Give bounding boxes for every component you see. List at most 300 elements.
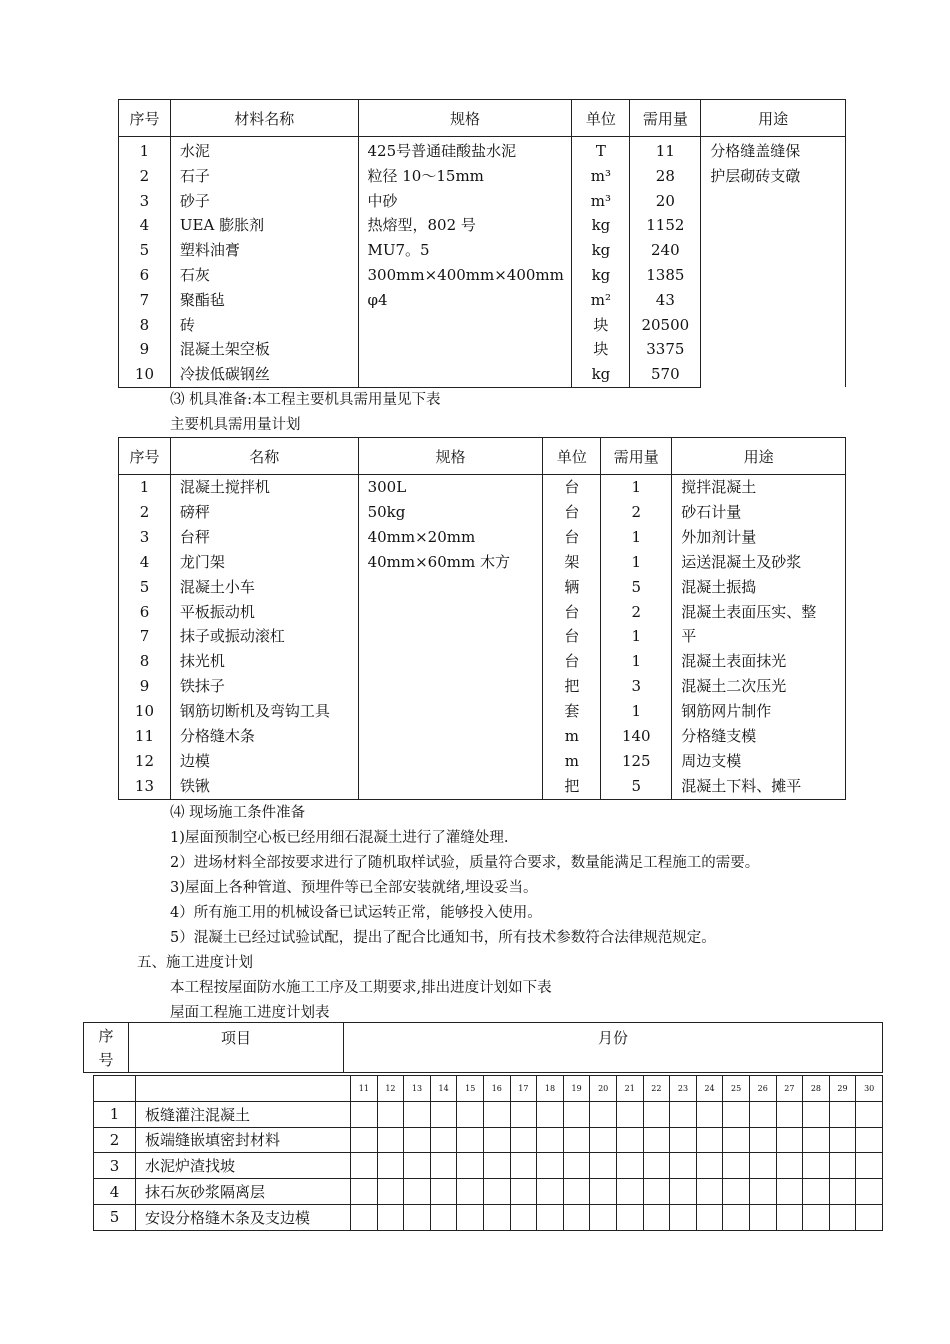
schedule-cell bbox=[377, 1204, 404, 1230]
condition-item-5: 5）混凝土已经过试验试配，提出了配合比通知书，所有技术参数符合法律规范规定。 bbox=[170, 930, 716, 946]
tool-name: 磅秤 bbox=[170, 500, 358, 525]
material-qty: 11 bbox=[630, 137, 701, 164]
tool-name: 平板振动机 bbox=[170, 600, 358, 625]
row-no: 8 bbox=[119, 649, 171, 674]
tool-row bbox=[119, 550, 846, 575]
tool-qty: 1 bbox=[601, 525, 672, 550]
material-qty: 240 bbox=[630, 238, 701, 263]
material-name: 石子 bbox=[170, 164, 358, 189]
row-no: 4 bbox=[94, 1179, 136, 1205]
schedule-cell bbox=[351, 1204, 378, 1230]
tool-name: 混凝土搅拌机 bbox=[170, 475, 358, 500]
tool-name: 混凝土小车 bbox=[170, 575, 358, 600]
material-name: 聚酯毡 bbox=[170, 288, 358, 313]
schedule-header-no bbox=[84, 1023, 129, 1073]
material-name: 冷拔低碳钢丝 bbox=[170, 362, 358, 387]
header-quantity: 需用量 bbox=[601, 438, 672, 475]
tool-unit: 台 bbox=[543, 624, 601, 649]
row-no: 1 bbox=[119, 475, 171, 500]
schedule-cell bbox=[377, 1127, 404, 1153]
schedule-cell bbox=[829, 1179, 856, 1205]
tool-spec: 40mm×60mm 木方 bbox=[358, 550, 543, 575]
tool-name: 边模 bbox=[170, 749, 358, 774]
condition-item-2: 2）进场材料全部按要求进行了随机取样试验，质量符合要求，数量能满足工程施工的需要。 bbox=[170, 855, 760, 871]
tool-qty: 1 bbox=[601, 624, 672, 649]
tool-unit: m bbox=[543, 749, 601, 774]
schedule-row bbox=[94, 1153, 883, 1179]
schedule-cell bbox=[351, 1153, 378, 1179]
schedule-cell bbox=[510, 1153, 537, 1179]
material-row bbox=[119, 137, 846, 164]
schedule-cell bbox=[537, 1127, 564, 1153]
section5-intro: 本工程按屋面防水施工工序及工期要求,排出进度计划如下表 bbox=[170, 980, 552, 996]
material-unit: kg bbox=[572, 213, 630, 238]
material-spec: φ4 bbox=[358, 288, 572, 313]
row-no: 7 bbox=[119, 288, 171, 313]
material-spec: 300mm×400mm×400mm bbox=[358, 263, 572, 288]
tool-unit: 台 bbox=[543, 475, 601, 500]
schedule-cell bbox=[749, 1153, 776, 1179]
schedule-cell bbox=[563, 1101, 590, 1127]
schedule-cell bbox=[430, 1179, 457, 1205]
schedule-cell bbox=[856, 1204, 883, 1230]
row-no: 1 bbox=[94, 1101, 136, 1127]
schedule-cell bbox=[749, 1127, 776, 1153]
schedule-cell bbox=[670, 1153, 697, 1179]
material-qty: 1385 bbox=[630, 263, 701, 288]
condition-item-1: 1)屋面预制空心板已经用细石混凝土进行了灌缝处理. bbox=[170, 830, 509, 846]
tool-name: 抹子或振动滚杠 bbox=[170, 624, 358, 649]
tool-qty: 1 bbox=[601, 699, 672, 724]
schedule-cell bbox=[563, 1179, 590, 1205]
purpose-line-2: 护层砌砖支礅 bbox=[710, 166, 801, 185]
schedule-cell bbox=[563, 1153, 590, 1179]
material-name: 砂子 bbox=[170, 189, 358, 214]
schedule-cell bbox=[616, 1127, 643, 1153]
schedule-cell bbox=[696, 1101, 723, 1127]
schedule-cell bbox=[484, 1127, 511, 1153]
schedule-row bbox=[94, 1204, 883, 1230]
schedule-cell bbox=[377, 1153, 404, 1179]
schedule-cell bbox=[590, 1153, 617, 1179]
schedule-cell bbox=[484, 1179, 511, 1205]
material-name: 水泥 bbox=[170, 137, 358, 164]
schedule-cell bbox=[351, 1127, 378, 1153]
schedule-cell bbox=[484, 1204, 511, 1230]
row-no: 6 bbox=[119, 263, 171, 288]
tool-unit: 辆 bbox=[543, 575, 601, 600]
header-spec: 规格 bbox=[358, 100, 572, 137]
schedule-cell bbox=[404, 1127, 431, 1153]
row-no: 13 bbox=[119, 774, 171, 799]
schedule-cell bbox=[803, 1179, 830, 1205]
material-name: 砖 bbox=[170, 313, 358, 338]
schedule-cell bbox=[643, 1179, 670, 1205]
day-label: 15 bbox=[457, 1076, 484, 1102]
day-label: 21 bbox=[616, 1076, 643, 1102]
material-spec: 中砂 bbox=[358, 189, 572, 214]
schedule-cell bbox=[829, 1153, 856, 1179]
schedule-cell bbox=[670, 1127, 697, 1153]
tool-use: 分格缝支模 bbox=[672, 724, 846, 749]
tool-use: 外加剂计量 bbox=[672, 525, 846, 550]
row-no: 2 bbox=[119, 500, 171, 525]
day-label: 26 bbox=[749, 1076, 776, 1102]
tool-spec bbox=[358, 649, 543, 674]
tool-spec bbox=[358, 699, 543, 724]
day-label: 20 bbox=[590, 1076, 617, 1102]
tool-spec: 50kg bbox=[358, 500, 543, 525]
schedule-cell bbox=[510, 1101, 537, 1127]
schedule-cell bbox=[484, 1153, 511, 1179]
schedule-cell bbox=[749, 1179, 776, 1205]
tools-table-caption: 主要机具需用量计划 bbox=[170, 417, 301, 433]
tool-qty: 1 bbox=[601, 475, 672, 500]
schedule-header-no-line2: 号 bbox=[98, 1051, 114, 1069]
tool-qty: 2 bbox=[601, 500, 672, 525]
tool-row bbox=[119, 649, 846, 674]
schedule-cell bbox=[670, 1204, 697, 1230]
material-unit: m³ bbox=[572, 164, 630, 189]
row-no: 9 bbox=[119, 337, 171, 362]
row-no: 4 bbox=[119, 213, 171, 238]
schedule-cell bbox=[696, 1179, 723, 1205]
tool-name: 铁抹子 bbox=[170, 674, 358, 699]
tools-table bbox=[118, 437, 846, 800]
tool-row bbox=[119, 674, 846, 699]
tool-row bbox=[119, 525, 846, 550]
schedule-cell bbox=[670, 1179, 697, 1205]
schedule-cell bbox=[377, 1179, 404, 1205]
day-label: 27 bbox=[776, 1076, 803, 1102]
schedule-cell bbox=[430, 1153, 457, 1179]
schedule-item: 板缝灌注混凝土 bbox=[136, 1101, 351, 1127]
schedule-cell bbox=[749, 1101, 776, 1127]
section5-title: 五、施工进度计划 bbox=[137, 955, 253, 971]
row-no: 10 bbox=[119, 362, 171, 387]
schedule-cell bbox=[537, 1101, 564, 1127]
blank-cell bbox=[136, 1076, 351, 1102]
schedule-header-month: 月份 bbox=[344, 1023, 883, 1073]
material-qty: 20 bbox=[630, 189, 701, 214]
material-name: 石灰 bbox=[170, 263, 358, 288]
tool-spec bbox=[358, 575, 543, 600]
purpose-line-1: 分格缝盖缝保 bbox=[710, 142, 801, 160]
material-spec: 425号普通硅酸盐水泥 bbox=[358, 137, 572, 164]
row-no: 2 bbox=[94, 1127, 136, 1153]
tool-use: 混凝土下料、摊平 bbox=[672, 774, 846, 799]
tool-row bbox=[119, 575, 846, 600]
day-label: 30 bbox=[856, 1076, 883, 1102]
schedule-cell bbox=[563, 1127, 590, 1153]
schedule-cell bbox=[457, 1179, 484, 1205]
schedule-cell bbox=[510, 1204, 537, 1230]
tool-qty: 1 bbox=[601, 649, 672, 674]
schedule-cell bbox=[829, 1101, 856, 1127]
tool-use: 运送混凝土及砂浆 bbox=[672, 550, 846, 575]
tool-name: 抹光机 bbox=[170, 649, 358, 674]
schedule-header-no-line1: 序 bbox=[98, 1027, 114, 1045]
tool-use: 混凝土表面压实、整 bbox=[672, 600, 846, 625]
tool-qty: 2 bbox=[601, 600, 672, 625]
schedule-cell bbox=[776, 1127, 803, 1153]
schedule-cell bbox=[484, 1101, 511, 1127]
material-spec bbox=[358, 313, 572, 338]
schedule-cell bbox=[829, 1204, 856, 1230]
blank-cell bbox=[94, 1076, 136, 1102]
header-name: 名称 bbox=[170, 438, 358, 475]
tool-use: 混凝土振捣 bbox=[672, 575, 846, 600]
schedule-cell bbox=[749, 1204, 776, 1230]
section3-title: ⑶ 机具准备:本工程主要机具需用量见下表 bbox=[170, 392, 441, 408]
material-qty: 28 bbox=[630, 164, 701, 189]
material-unit: m² bbox=[572, 288, 630, 313]
schedule-cell bbox=[404, 1179, 431, 1205]
schedule-item: 板端缝嵌填密封材料 bbox=[136, 1127, 351, 1153]
tool-name: 龙门架 bbox=[170, 550, 358, 575]
tool-spec: 300L bbox=[358, 475, 543, 500]
schedule-cell bbox=[616, 1179, 643, 1205]
schedule-cell bbox=[803, 1153, 830, 1179]
material-spec bbox=[358, 337, 572, 362]
schedule-cell bbox=[590, 1101, 617, 1127]
header-no: 序号 bbox=[119, 438, 171, 475]
material-unit: T bbox=[572, 137, 630, 164]
row-no: 7 bbox=[119, 624, 171, 649]
tool-name: 铁锹 bbox=[170, 774, 358, 799]
day-label: 23 bbox=[670, 1076, 697, 1102]
tool-row bbox=[119, 749, 846, 774]
schedule-cell bbox=[616, 1101, 643, 1127]
tool-qty: 1 bbox=[601, 550, 672, 575]
tool-name: 台秤 bbox=[170, 525, 358, 550]
day-label: 28 bbox=[803, 1076, 830, 1102]
tool-unit: 套 bbox=[543, 699, 601, 724]
header-purpose: 用途 bbox=[701, 100, 846, 137]
row-no: 3 bbox=[94, 1153, 136, 1179]
tool-use: 周边支模 bbox=[672, 749, 846, 774]
material-qty: 570 bbox=[630, 362, 701, 387]
tool-unit: 台 bbox=[543, 649, 601, 674]
day-label: 22 bbox=[643, 1076, 670, 1102]
schedule-cell bbox=[537, 1179, 564, 1205]
day-label: 14 bbox=[430, 1076, 457, 1102]
header-use: 用途 bbox=[672, 438, 846, 475]
schedule-cell bbox=[643, 1101, 670, 1127]
row-no: 9 bbox=[119, 674, 171, 699]
schedule-cell bbox=[723, 1153, 750, 1179]
tool-unit: 台 bbox=[543, 600, 601, 625]
material-name: 混凝土架空板 bbox=[170, 337, 358, 362]
row-no: 4 bbox=[119, 550, 171, 575]
row-no: 12 bbox=[119, 749, 171, 774]
tool-spec: 40mm×20mm bbox=[358, 525, 543, 550]
row-no: 1 bbox=[119, 137, 171, 164]
tool-row bbox=[119, 600, 846, 625]
schedule-header-item: 项目 bbox=[129, 1023, 344, 1073]
schedule-cell bbox=[856, 1179, 883, 1205]
schedule-cell bbox=[803, 1204, 830, 1230]
tool-spec bbox=[358, 624, 543, 649]
schedule-item: 抹石灰砂浆隔离层 bbox=[136, 1179, 351, 1205]
schedule-cell bbox=[643, 1153, 670, 1179]
schedule-cell bbox=[696, 1204, 723, 1230]
schedule-cell bbox=[430, 1127, 457, 1153]
schedule-row bbox=[94, 1101, 883, 1127]
schedule-cell bbox=[537, 1204, 564, 1230]
tool-row bbox=[119, 774, 846, 799]
schedule-cell bbox=[590, 1127, 617, 1153]
tool-qty: 5 bbox=[601, 774, 672, 799]
material-qty: 1152 bbox=[630, 213, 701, 238]
materials-table bbox=[118, 99, 846, 388]
schedule-cell bbox=[643, 1127, 670, 1153]
tool-qty: 3 bbox=[601, 674, 672, 699]
tool-qty: 125 bbox=[601, 749, 672, 774]
schedule-cell bbox=[856, 1127, 883, 1153]
day-label: 24 bbox=[696, 1076, 723, 1102]
schedule-row bbox=[94, 1179, 883, 1205]
tool-spec bbox=[358, 724, 543, 749]
schedule-row bbox=[94, 1127, 883, 1153]
schedule-item: 水泥炉渣找坡 bbox=[136, 1153, 351, 1179]
material-spec: MU7。5 bbox=[358, 238, 572, 263]
schedule-cell bbox=[803, 1127, 830, 1153]
tool-spec bbox=[358, 674, 543, 699]
schedule-cell bbox=[643, 1204, 670, 1230]
tool-name: 分格缝木条 bbox=[170, 724, 358, 749]
schedule-cell bbox=[457, 1153, 484, 1179]
material-spec: 热熔型，802 号 bbox=[358, 213, 572, 238]
tool-use: 砂石计量 bbox=[672, 500, 846, 525]
header-unit: 单位 bbox=[572, 100, 630, 137]
material-unit: 块 bbox=[572, 337, 630, 362]
row-no: 11 bbox=[119, 724, 171, 749]
materials-header-row bbox=[119, 100, 846, 137]
header-material-name: 材料名称 bbox=[170, 100, 358, 137]
material-qty: 43 bbox=[630, 288, 701, 313]
tool-qty: 140 bbox=[601, 724, 672, 749]
day-label: 17 bbox=[510, 1076, 537, 1102]
schedule-cell bbox=[351, 1101, 378, 1127]
tool-unit: 架 bbox=[543, 550, 601, 575]
schedule-table bbox=[93, 1075, 883, 1231]
day-label: 18 bbox=[537, 1076, 564, 1102]
material-name: UEA 膨胀剂 bbox=[170, 213, 358, 238]
tool-row bbox=[119, 475, 846, 500]
tools-header-row bbox=[119, 438, 846, 475]
schedule-cell bbox=[696, 1127, 723, 1153]
condition-item-3: 3)屋面上各种管道、预埋件等已全部安装就绪,埋设妥当。 bbox=[170, 880, 538, 896]
row-no: 2 bbox=[119, 164, 171, 189]
row-no: 10 bbox=[119, 699, 171, 724]
tool-row bbox=[119, 699, 846, 724]
schedule-cell bbox=[351, 1179, 378, 1205]
day-label: 16 bbox=[484, 1076, 511, 1102]
schedule-cell bbox=[856, 1101, 883, 1127]
material-unit: kg bbox=[572, 263, 630, 288]
schedule-cell bbox=[776, 1204, 803, 1230]
tool-use: 混凝土二次压光 bbox=[672, 674, 846, 699]
tool-row bbox=[119, 624, 846, 649]
tool-unit: m bbox=[543, 724, 601, 749]
section4-title: ⑷ 现场施工条件准备 bbox=[170, 805, 306, 821]
row-no: 5 bbox=[94, 1204, 136, 1230]
schedule-cell bbox=[457, 1101, 484, 1127]
schedule-cell bbox=[404, 1153, 431, 1179]
schedule-cell bbox=[856, 1153, 883, 1179]
material-qty: 20500 bbox=[630, 313, 701, 338]
header-unit: 单位 bbox=[543, 438, 601, 475]
schedule-cell bbox=[590, 1179, 617, 1205]
schedule-cell bbox=[404, 1204, 431, 1230]
tool-name: 钢筋切断机及弯钩工具 bbox=[170, 699, 358, 724]
schedule-cell bbox=[670, 1101, 697, 1127]
header-no: 序号 bbox=[119, 100, 171, 137]
schedule-cell bbox=[404, 1101, 431, 1127]
schedule-cell bbox=[430, 1101, 457, 1127]
row-no: 5 bbox=[119, 575, 171, 600]
tool-row bbox=[119, 724, 846, 749]
material-unit: 块 bbox=[572, 313, 630, 338]
row-no: 3 bbox=[119, 189, 171, 214]
schedule-item: 安设分格缝木条及支边模 bbox=[136, 1204, 351, 1230]
schedule-cell bbox=[430, 1204, 457, 1230]
schedule-cell bbox=[776, 1153, 803, 1179]
tool-use: 钢筋网片制作 bbox=[672, 699, 846, 724]
tool-unit: 把 bbox=[543, 774, 601, 799]
schedule-cell bbox=[723, 1127, 750, 1153]
material-qty: 3375 bbox=[630, 337, 701, 362]
header-quantity: 需用量 bbox=[630, 100, 701, 137]
tool-unit: 把 bbox=[543, 674, 601, 699]
schedule-cell bbox=[457, 1204, 484, 1230]
tool-spec bbox=[358, 600, 543, 625]
material-name: 塑料油膏 bbox=[170, 238, 358, 263]
day-label: 12 bbox=[377, 1076, 404, 1102]
tool-unit: 台 bbox=[543, 500, 601, 525]
day-label: 13 bbox=[404, 1076, 431, 1102]
schedule-cell bbox=[537, 1153, 564, 1179]
row-no: 6 bbox=[119, 600, 171, 625]
schedule-cell bbox=[776, 1179, 803, 1205]
schedule-cell bbox=[696, 1153, 723, 1179]
schedule-table-caption: 屋面工程施工进度计划表 bbox=[170, 1005, 330, 1021]
schedule-cell bbox=[723, 1101, 750, 1127]
schedule-cell bbox=[616, 1204, 643, 1230]
schedule-cell bbox=[723, 1179, 750, 1205]
tool-use: 搅拌混凝土 bbox=[672, 475, 846, 500]
schedule-header bbox=[83, 1022, 883, 1073]
schedule-cell bbox=[776, 1101, 803, 1127]
tool-spec bbox=[358, 774, 543, 799]
day-label: 19 bbox=[563, 1076, 590, 1102]
schedule-cell bbox=[510, 1179, 537, 1205]
schedule-cell bbox=[616, 1153, 643, 1179]
tool-use: 平 bbox=[672, 624, 846, 649]
row-no: 8 bbox=[119, 313, 171, 338]
schedule-cell bbox=[563, 1204, 590, 1230]
day-header-row bbox=[94, 1076, 883, 1102]
material-spec: 粒径 10～15mm bbox=[358, 164, 572, 189]
row-no: 3 bbox=[119, 525, 171, 550]
schedule-cell bbox=[829, 1127, 856, 1153]
tool-qty: 5 bbox=[601, 575, 672, 600]
tool-unit: 台 bbox=[543, 525, 601, 550]
day-label: 11 bbox=[351, 1076, 378, 1102]
material-spec bbox=[358, 362, 572, 387]
schedule-cell bbox=[457, 1127, 484, 1153]
